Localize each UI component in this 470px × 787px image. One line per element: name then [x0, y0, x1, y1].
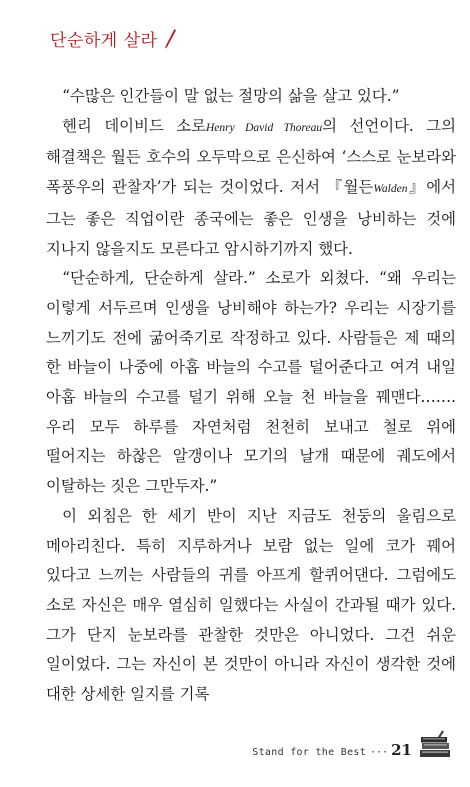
text-segment: “수많은 인간들이 말 없는 절망의 삶을 살고 있다.”: [62, 87, 400, 105]
text-segment: 의 선언이다. 그의 해결책은 월든 호수의 오두막으로 은신하여 ‘스스로 눈보라와 폭풍우의 관찰자’가 되는 것이었다. 저서 『월든: [46, 116, 456, 197]
paragraph: [46, 264, 456, 502]
footer-separator: ···: [370, 747, 389, 758]
paragraph: [46, 502, 456, 710]
chapter-title: 단순하게 살라: [50, 31, 158, 51]
paragraph: [46, 112, 456, 265]
text-segment: 이 외침은 한 세기 반이 지난 지금도 천둥의 울림으로 메아리친다. 특히 지루하거나 보람 없는 일에 코가 꿰어 있다고 느끼는 사람들의 귀를 아프게 할퀴어댄다. 그럼에도 소로 자신은 매우 열심히 일했다는 사실이 간과될 때가 있다. 그가 단지 눈보라를 관찰한 것만은 아니었다. 그건 쉬운 일이었다. 그는 자신이 본 것만이 아니라 자신이 생각한 것에 대한 상세한 일지를 기록: [46, 506, 456, 704]
paragraph: [46, 82, 456, 112]
text-segment: 헨리 데이비드 소로: [62, 116, 206, 135]
latin-annotation: Walden: [373, 183, 408, 196]
books-icon: [418, 729, 452, 759]
latin-annotation: Henry David Thoreau: [205, 121, 323, 134]
pen-icon: [163, 28, 177, 50]
body-text: [46, 82, 456, 710]
text-segment: “단순하게, 단순하게 살라.” 소로가 외쳤다. “왜 우리는 이렇게 서두르며 인생을 낭비해야 하는가? 우리는 시장기를 느끼기도 전에 굶어죽기로 작정하고 있다. 사람들은 제 때의 한 바늘이 나중에 아홉 바늘의 수고를 덜어준다고 여겨 내일 아홉 바늘의 수고를 덜기 위해 오늘 천 바늘을 꿰맨다……. 우리 모두 하루를 자연처럼 천천히 보내고 철로 위에 떨어지는 하찮은 알갱이나 모기의 날개 때문에 궤도에서 이탈하는 짓은 그만두자.”: [46, 269, 456, 496]
text-segment: 』에서 그는 좋은 직업이란 종국에는 좋은 인생을 낭비하는 것에 지나지 않을지도 모른다고 암시하기까지 했다.: [46, 178, 456, 258]
page-header: [50, 26, 177, 51]
page-footer: [252, 729, 452, 759]
footer-label: Stand for the Best: [252, 747, 367, 758]
page-number: 21: [391, 741, 412, 759]
